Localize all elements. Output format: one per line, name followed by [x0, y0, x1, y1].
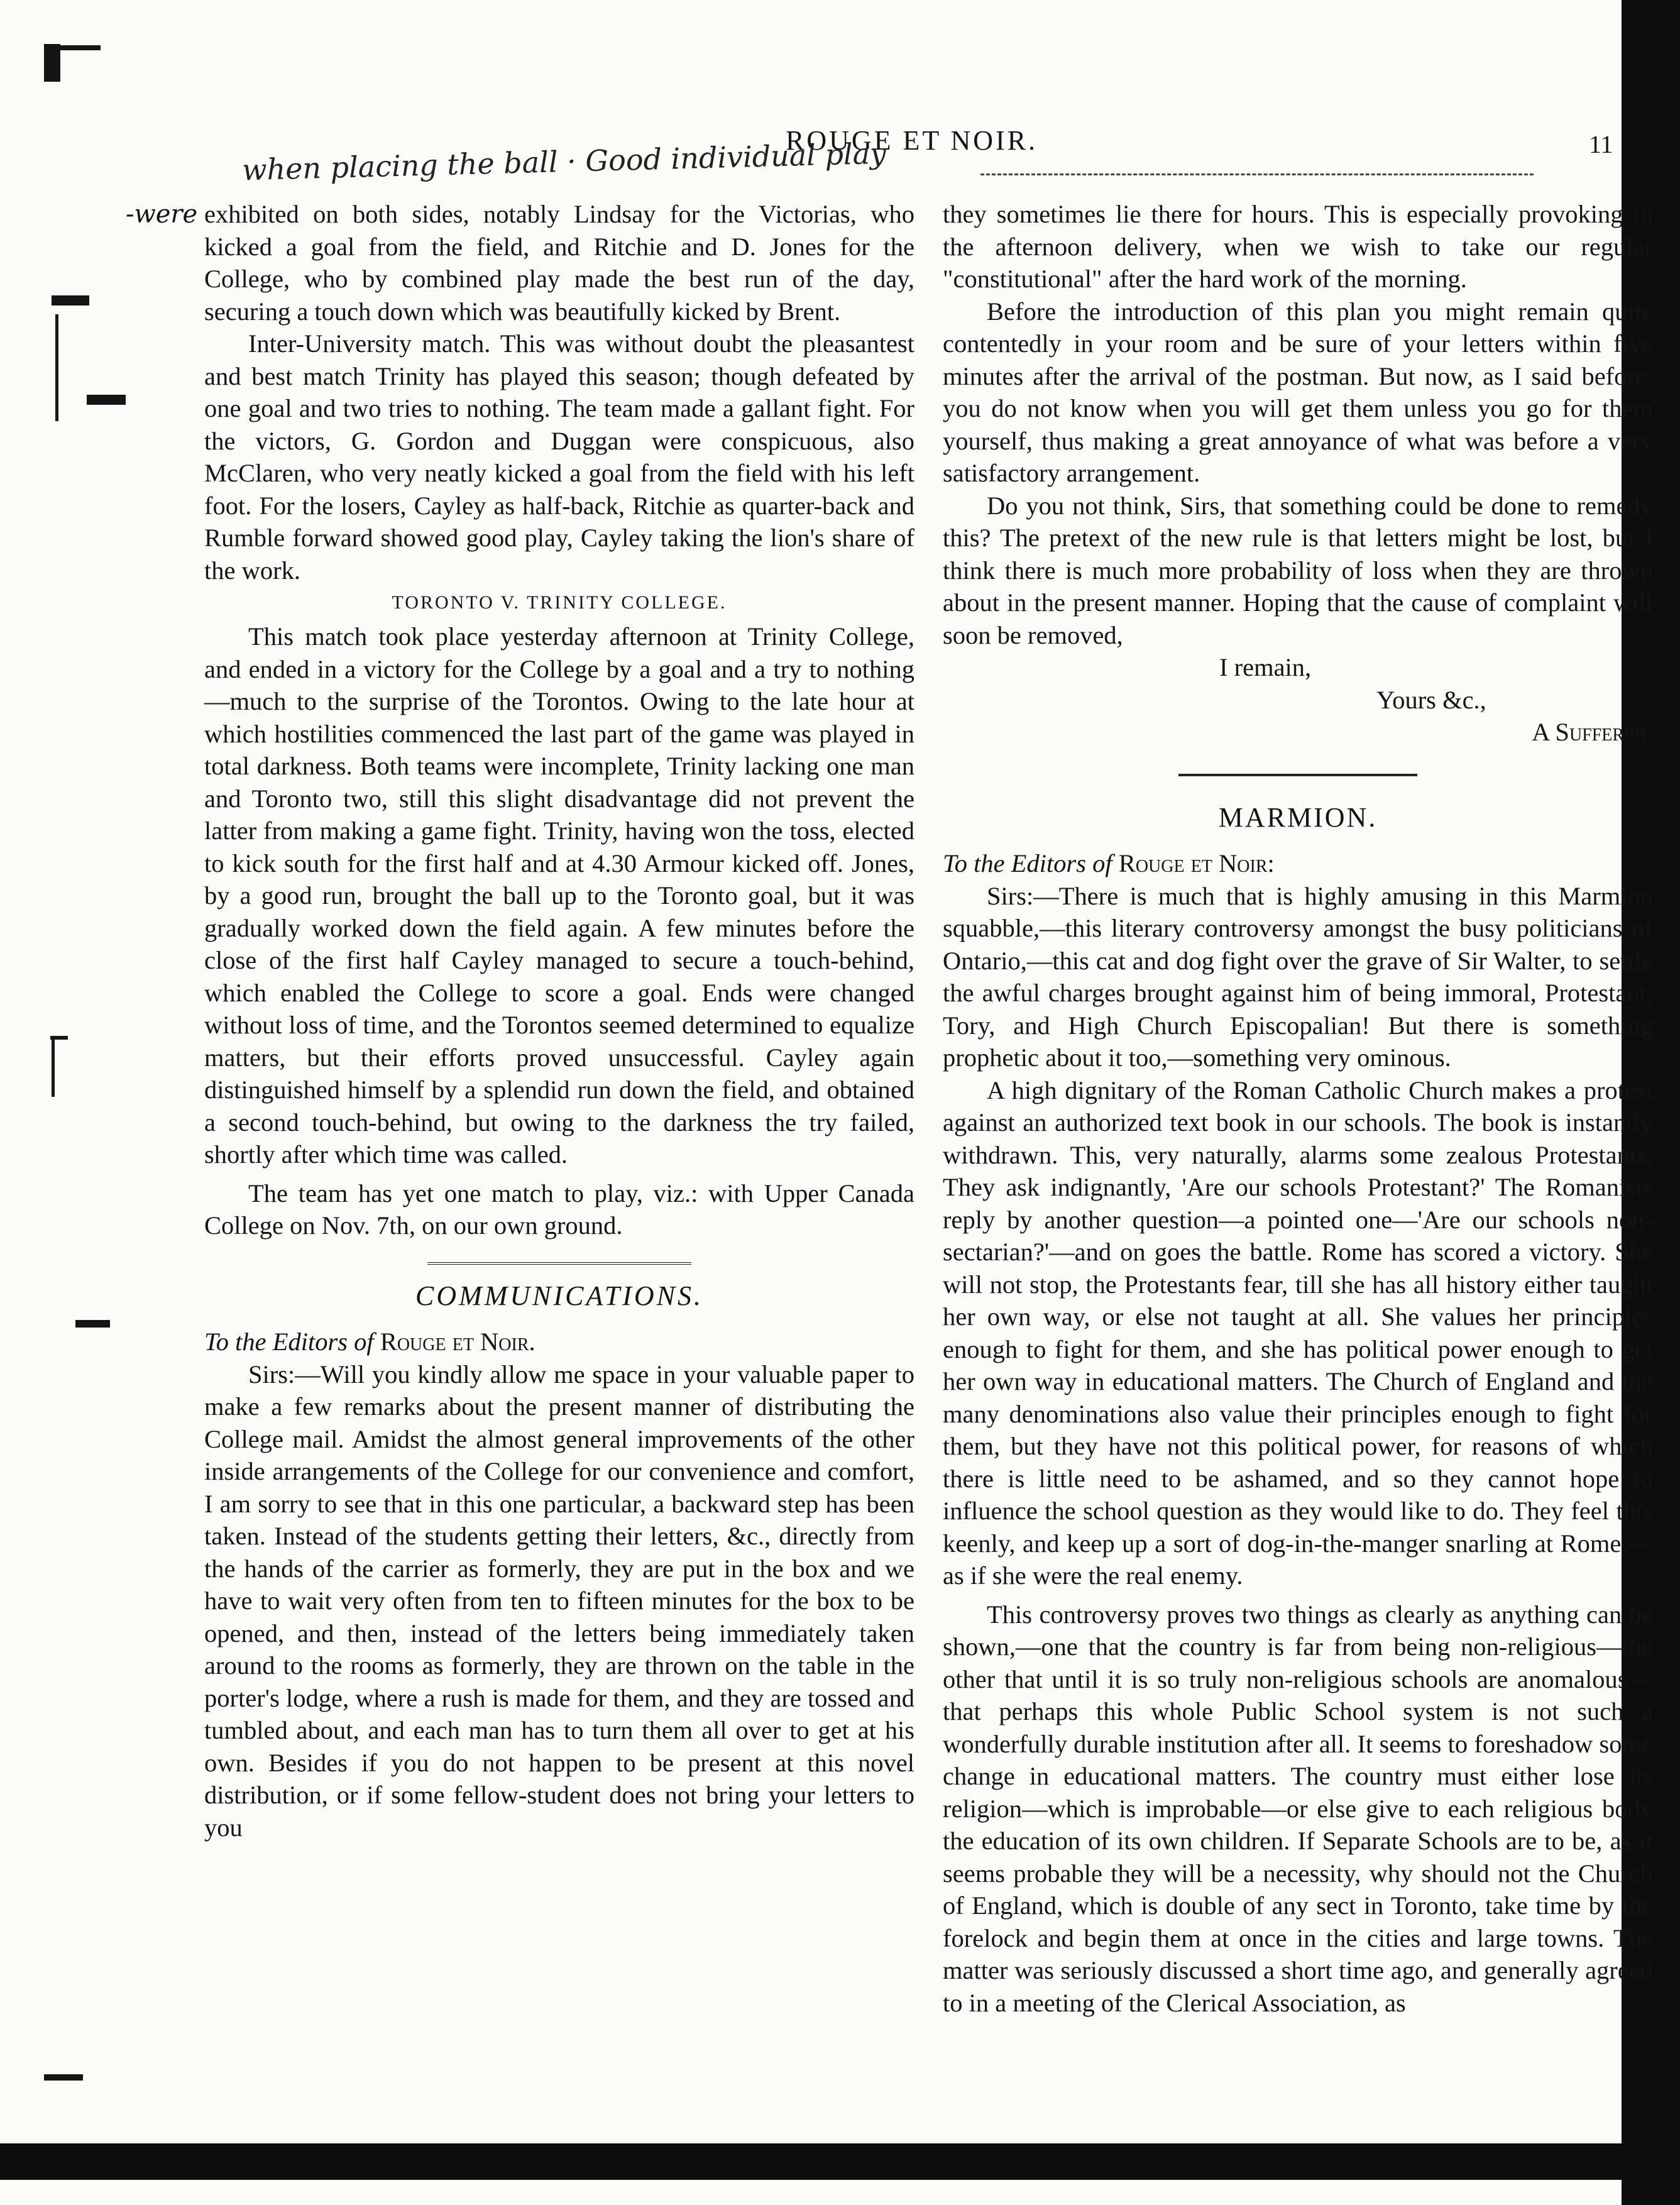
margin-mark — [87, 395, 126, 405]
letter-signature: A Sufferer. — [1532, 718, 1653, 746]
scan-edge-bottom — [0, 2143, 1634, 2180]
salutation-prefix: To the Editors of — [204, 1328, 374, 1356]
salutation — [204, 1326, 914, 1358]
salutation — [943, 847, 1653, 880]
margin-mark — [50, 1036, 68, 1040]
margin-mark — [44, 2074, 83, 2081]
margin-mark — [55, 314, 58, 421]
running-title: ROUGE ET NOIR. — [786, 125, 1038, 156]
paragraph: they sometimes lie there for hours. This is especially provoking in the afternoon delivery, when we wish to take our regular "constitutional" after the hard work of the morning. — [943, 200, 1653, 293]
salutation-prefix: To the Editors of — [943, 849, 1112, 877]
paper-name: Rouge et Noir: — [1118, 849, 1275, 877]
paragraph: Do you not think, Sirs, that something could be done to remedy this? The pretext of the new rule is that letters might be lost, but I think there is much more probability of loss when they are thrown about in the present manner. Hoping that the cause of complaint will soon be removed, — [943, 491, 1653, 649]
match-subheading: TORONTO V. TRINITY COLLEGE. — [392, 592, 727, 613]
section-divider — [1178, 774, 1417, 776]
paragraph: This controversy proves two things as clearly as anything can be shown,—one that the country is far from being non-religious—the other that until it is so truly non-religious schools are anomalous—that perhaps this whole Public School system is not such a wonderfully durable institution after all. It seems to foreshadow some change in educational matters. The country must either lose its religion—which is improbable—or else give to each religious body the education of its own children. If Separate Schools are to be, as it seems probable they will be a necessity, why should not the Church of England, which is double of any sect in Toronto, take time by the forelock and begin them at once in the cities and large towns. The matter was seriously discussed a short time ago, and generally agreed to in a meeting of the Clerical Association, as — [943, 1600, 1653, 2017]
handwritten-margin-note: -were — [126, 200, 198, 229]
paragraph: Sirs:—Will you kindly allow me space in your valuable paper to make a few remarks about the present manner of distributing the College mail. Amidst the almost general improvements of the other inside arrangements of the College for our convenience and comfort, I am sorry to see that in this one particular, a backward step has been taken. Instead of the students getting their letters, &c., directly from the hands of the carrier as formerly, they are put in the box and we have to wait very often from ten to fifteen minutes for the box to be opened, and then, instead of the letters being immediately taken around to the rooms as formerly, they are thrown on the table in the porter's lodge, where a rush is made for them, and they are tossed and tumbled about, and each man has to turn them all over to get at his own. Besides if you do not happen to be present at this novel distribution, or if some fellow-student does not bring your letters to you — [204, 1360, 914, 1842]
paragraph: A high dignitary of the Roman Catholic Church makes a protest against an authorized text book in our schools. The book is instantly withdrawn. This, very naturally, alarms some zealous Protestants. They ask indignantly, 'Are our schools Protestant?' The Romanists reply by another question—a pointed one—'Are our schools non-sectarian?'—and on goes the battle. Rome has scored a victory. She will not stop, the Protestants fear, till she has all history either taught her own way, or else not taught at all. She values her principles enough to fight for them, and she has political power enough to get her own way in educational matters. The Church of England and the many denominations also value their principles enough to fight for them, but they have not this political power, for reasons of which there is little need to be ashamed, and so they cannot hope to influence the school question as they would like to do. They feel this keenly, and keep up a sort of dog-in-the-manger snarling at Rome,—as if she were the real enemy. — [943, 1075, 1653, 1590]
letter-closing: I remain, — [1219, 653, 1312, 681]
paragraph: Before the introduction of this plan you might remain quite contentedly in your room and be sure of your letters within five minutes after the arrival of the postman. But now, as I said before, you do not know when you will get them unless you go for them yourself, thus making a great annoyance of what was before a very satisfactory arrangement. — [943, 297, 1653, 487]
paragraph: The team has yet one match to play, viz.: with Upper Canada College on Nov. 7th, on our own ground. — [204, 1179, 914, 1240]
paragraph: exhibited on both sides, notably Lindsay for the Victorias, who kicked a goal from the field, and Ritchie and D. Jones for the College, who by combined play made the best run of the day, securing a touch down which was beautifully kicked by Brent. — [204, 200, 914, 326]
right-column — [943, 198, 1653, 2019]
margin-mark — [52, 1037, 55, 1097]
paragraph: Sirs:—There is much that is highly amusing in this Marmion squabble,—this literary controversy amongst the busy politicians of Ontario,—this cat and dog fight over the grave of Sir Walter, to settle the awful charges brought against him of being immoral, Protestant, Tory, and High Church Episcopalian! But there is something prophetic about it too,—something very ominous. — [943, 881, 1653, 1072]
marmion-heading: MARMION. — [1218, 801, 1378, 833]
paragraph: This match took place yesterday afternoon at Trinity College, and ended in a victory for the College by a goal and a try to nothing—much to the surprise of the Torontos. Owing to the late hour at which hostilities commenced the last part of the game was played in total darkness. Both teams were incomplete, Trinity lacking one man and Toronto two, still this slight disadvantage did not prevent the latter from making a game fight. Trinity, having won the toss, elected to kick south for the first half and at 4.30 Armour kicked off. Jones, by a good run, brought the ball up to the Toronto goal, but it was gradually worked down the field again. A few minutes before the close of the first half Cayley managed to secure a touch-behind, which enabled the College to score a goal. Ends were changed without loss of time, and the Torontos seemed determined to equalize matters, but their efforts proved unsuccessful. Cayley again distinguished himself by a splendid run down the field, and obtained a second touch-behind, but owing to the darkness the try failed, shortly after which time was called. — [204, 622, 914, 1168]
page-number: 11 — [1589, 130, 1613, 158]
section-divider — [427, 1262, 691, 1267]
handwritten-annotation: when placing the ball · Good individual play — [241, 136, 887, 187]
paragraph: Inter-University match. This was without doubt the pleasantest and best match Trinity has played this season; though defeated by one goal and two tries to nothing. The team made a gallant fight. For the victors, G. Gordon and Duggan were conspicuous, also McClaren, who very neatly kicked a goal from the field with his left foot. For the losers, Cayley as half-back, Ritchie as quarter-back and Rumble forward showed good play, Cayley taking the lion's share of the work. — [204, 329, 914, 585]
margin-mark — [44, 45, 101, 50]
paper-name: Rouge et Noir. — [380, 1328, 535, 1356]
header-rule — [980, 173, 1534, 175]
margin-mark — [52, 295, 89, 305]
margin-mark — [75, 1320, 110, 1328]
left-column — [204, 198, 914, 1844]
letter-closing: Yours &c., — [1376, 685, 1486, 714]
communications-heading: COMMUNICATIONS. — [415, 1280, 704, 1311]
